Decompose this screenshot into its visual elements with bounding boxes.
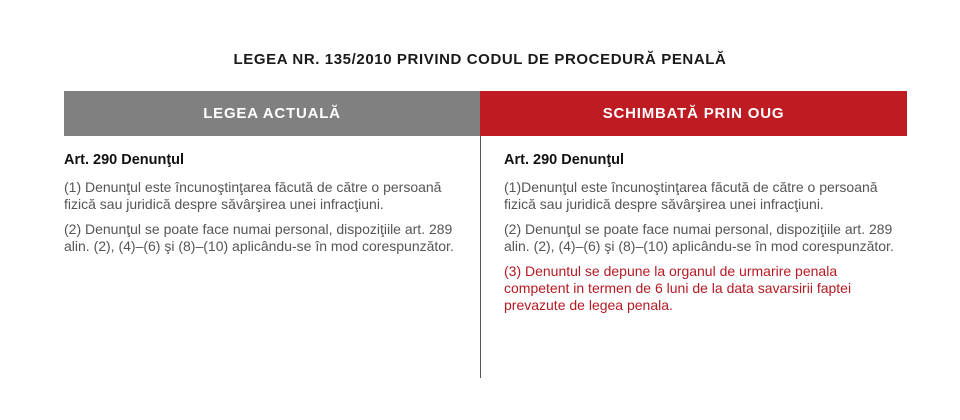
paragraph-3-new: (3) Denuntul se depune la organul de urmarire penala competent in termen de 6 luni de la data savarsirii faptei prevazute de legea penala. xyxy=(504,263,852,313)
article-title: Art. 290 Denunţul xyxy=(64,152,185,168)
paragraph-2: (2) Denunţul se poate face numai personal, dispoziţiile art. 289 alin. (2), (4)–(6) şi (8)–(10) aplicându-se în mod corespunzător. xyxy=(64,221,454,254)
header-changed-by-oug: SCHIMBATĂ PRIN OUG xyxy=(480,91,907,136)
column-divider xyxy=(480,136,481,378)
current-law-column xyxy=(64,152,464,263)
header-current-law: LEGEA ACTUALĂ xyxy=(64,91,480,136)
changed-law-column xyxy=(504,152,904,322)
paragraph-2: (2) Denunţul se poate face numai personal, dispoziţiile art. 289 alin. (2), (4)–(6) şi (8)–(10) aplicându-se în mod corespunzător. xyxy=(504,221,894,254)
paragraph-1: (1)Denunţul este încunoştinţarea făcută de către o persoană fizică sau juridică despre săvârşirea unei infracţiuni. xyxy=(504,179,878,212)
article-title: Art. 290 Denunţul xyxy=(504,152,625,168)
page-title: LEGEA NR. 135/2010 PRIVIND CODUL DE PROCEDURĂ PENALĂ xyxy=(233,51,727,68)
paragraph-1: (1) Denunţul este încunoştinţarea făcută de către o persoană fizică sau juridică despre săvârşirea unei infracţiuni. xyxy=(64,179,442,212)
